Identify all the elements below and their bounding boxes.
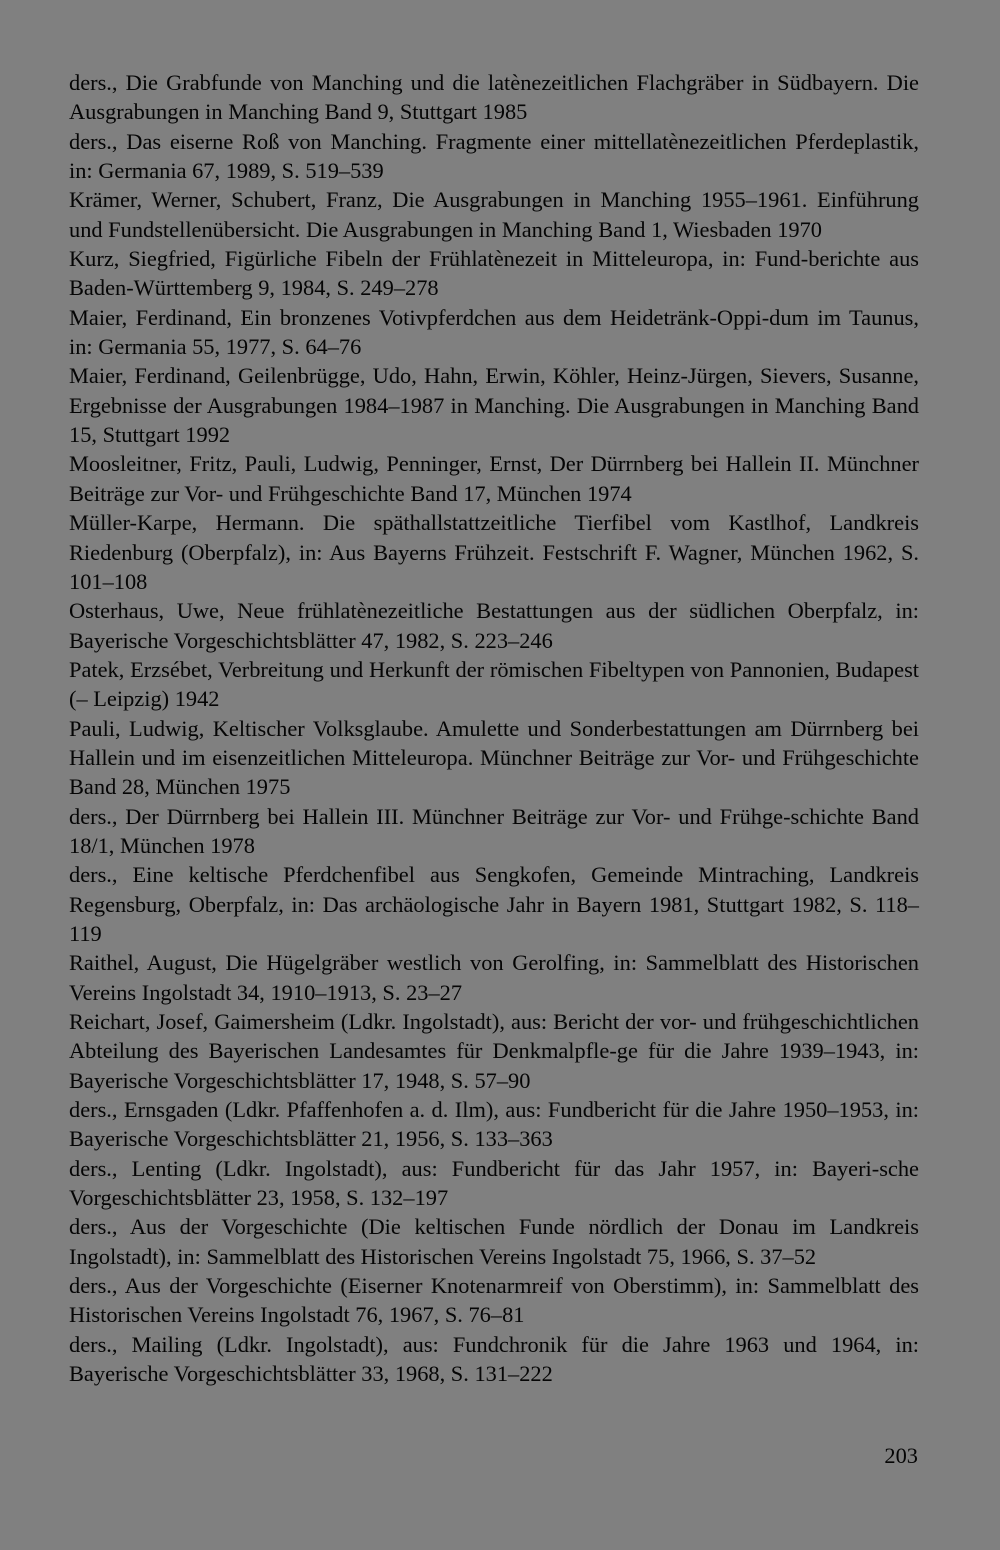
bibliography-entry: Raithel, August, Die Hügelgräber westlich von Gerolfing, in: Sammelblatt des Historischen Vereins Ingolstadt 34, 1910–1913, S. 23–27 (69, 950, 919, 1005)
bibliography-entry: Maier, Ferdinand, Geilenbrügge, Udo, Hahn, Erwin, Köhler, Heinz-Jürgen, Sievers, Susanne, Ergebnisse der Ausgrabungen 1984–1987 in Manching. Die Ausgrabungen in Manching Band 15, Stuttgart 1992 (69, 363, 919, 448)
bibliography-entry: Reichart, Josef, Gaimersheim (Ldkr. Ingolstadt), aus: Bericht der vor- und frühgeschichtlichen Abteilung des Bayerischen Landesamtes für Denkmalpfle-ge für die Jahre 1939–1943, in: Bayerische Vorgeschichtsblätter 17, 1948, S. 57–90 (69, 1009, 919, 1093)
bibliography-entry: ders., Lenting (Ldkr. Ingolstadt), aus: Fundbericht für das Jahr 1957, in: Bayeri-sche Vorgeschichtsblätter 23, 1958, S. 132–197 (69, 1155, 919, 1211)
bibliography-entry: ders., Aus der Vorgeschichte (Die keltischen Funde nördlich der Donau im Landkreis Ingolstadt), in: Sammelblatt des Historischen Vereins Ingolstadt 75, 1966, S. 37–52 (69, 1214, 919, 1269)
bibliography-entry: ders., Aus der Vorgeschichte (Eiserner Knotenarmreif von Oberstimm), in: Sammelblatt des Historischen Vereins Ingolstadt 76, 1967, S. 76–81 (69, 1273, 919, 1328)
bibliography-entry: ders., Die Grabfunde von Manching und die latènezeitlichen Flachgräber in Südbayern. Die Ausgrabungen in Manching Band 9, Stuttgart 1985 (69, 70, 919, 125)
bibliography-entry: ders., Ernsgaden (Ldkr. Pfaffenhofen a. d. Ilm), aus: Fundbericht für die Jahre 1950–1953, in: Bayerische Vorgeschichtsblätter 21, 1956, S. 133–363 (69, 1097, 919, 1152)
bibliography-entry: Patek, Erzsébet, Verbreitung und Herkunft der römischen Fibeltypen von Pannonien, Budapest (– Leipzig) 1942 (69, 656, 919, 712)
bibliography-entry: ders., Mailing (Ldkr. Ingolstadt), aus: Fundchronik für die Jahre 1963 und 1964, in: Bayerische Vorgeschichtsblätter 33, 1968, S. 131–222 (69, 1331, 919, 1387)
bibliography-entry: Müller-Karpe, Hermann. Die späthallstattzeitliche Tierfibel vom Kastlhof, Landkreis Riedenburg (Oberpfalz), in: Aus Bayerns Frühzeit. Festschrift F. Wagner, München 1962, S. 101–108 (69, 510, 919, 594)
bibliography-entry: ders., Eine keltische Pferdchenfibel aus Sengkofen, Gemeinde Mintraching, Landkreis Regensburg, Oberpfalz, in: Das archäologische Jahr in Bayern 1981, Stuttgart 1982, S. 118–119 (69, 862, 919, 946)
bibliography-entry: Pauli, Ludwig, Keltischer Volksglaube. Amulette und Sonderbestattungen am Dürrnberg bei Hallein und im eisenzeitlichen Mitteleuropa. Münchner Beiträge zur Vor- und Frühgeschichte Band 28, München 1975 (69, 715, 919, 800)
bibliography-entry: ders., Das eiserne Roß von Manching. Fragmente einer mittellatènezeitlichen Pferdeplastik, in: Germania 67, 1989, S. 519–539 (69, 128, 919, 184)
bibliography-entry: ders., Der Dürrnberg bei Hallein III. Münchner Beiträge zur Vor- und Frühge-schichte Band 18/1, München 1978 (69, 803, 919, 858)
bibliography-entry: Osterhaus, Uwe, Neue frühlatènezeitliche Bestattungen aus der südlichen Oberpfalz, in: Bayerische Vorgeschichtsblätter 47, 1982, S. 223–246 (69, 598, 919, 653)
bibliography-entry: Kurz, Siegfried, Figürliche Fibeln der Frühlatènezeit in Mitteleuropa, in: Fund-berichte aus Baden-Württemberg 9, 1984, S. 249–278 (69, 246, 919, 301)
page-number: 203 (884, 1443, 918, 1468)
bibliography-entry: Krämer, Werner, Schubert, Franz, Die Ausgrabungen in Manching 1955–1961. Einführung und Fundstellenübersicht. Die Ausgrabungen in Manching Band 1, Wiesbaden 1970 (69, 187, 919, 242)
bibliography-list (69, 68, 919, 1388)
bibliography-entry: Maier, Ferdinand, Ein bronzenes Votivpferdchen aus dem Heidetränk-Oppi-dum im Taunus, in: Germania 55, 1977, S. 64–76 (69, 304, 919, 360)
bibliography-entry: Moosleitner, Fritz, Pauli, Ludwig, Penninger, Ernst, Der Dürrnberg bei Hallein II. Münchner Beiträge zur Vor- und Frühgeschichte Band 17, München 1974 (69, 451, 919, 506)
